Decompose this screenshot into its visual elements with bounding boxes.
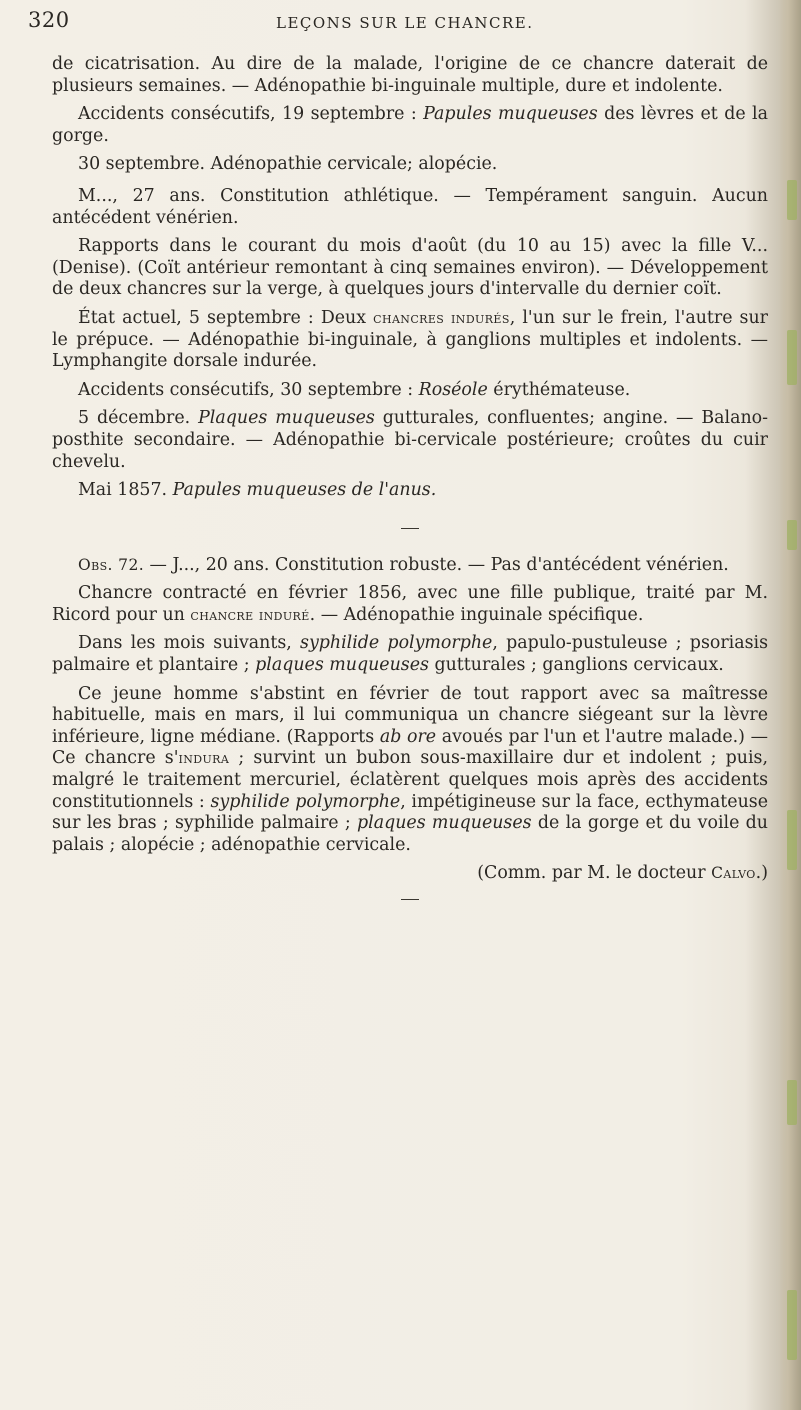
paragraph: Accidents consécutifs, 30 septembre : Roséole érythémateuse. xyxy=(78,379,631,400)
edge-stain xyxy=(787,180,797,220)
paragraph: Accidents consécutifs, 19 septembre : Papules muqueuses des lèvres et de la gorge. xyxy=(52,104,768,146)
paragraph: Ce jeune homme s'abstint en février de tout rapport avec sa maîtresse habituelle, mais en mars, il lui communiqua un chancre siégeant sur la lèvre inférieure, ligne médiane. (Rapports ab ore avoués par l'un et l'autre malade.) — Ce chancre s'indura ; survint un bubon sous-maxillaire dur et indolent ; puis, malgré le traitement mercuriel, éclatèrent quelques mois après des accidents constitutionnels : syphilide polymorphe, impétigineuse sur la face, ecthymateuse sur les bras ; syphilide palmaire ; plaques muqueuses de la gorge et du voile du palais ; alopécie ; adénopathie cervicale. xyxy=(52,683,769,855)
case-credit: (Comm. par M. le docteur Calvo.) xyxy=(477,863,768,884)
edge-stain xyxy=(787,1290,797,1360)
page-body xyxy=(52,54,768,900)
paragraph: État actuel, 5 septembre : Deux chancres indurés, l'un sur le frein, l'autre sur le prépuce. — Adénopathie bi-inguinale, à ganglions multiples et indolents. — Lymphangite dorsale indurée. xyxy=(52,307,768,372)
bottom-separator xyxy=(401,899,419,900)
page-number: 320 xyxy=(28,8,70,32)
paragraph: 5 décembre. Plaques muqueuses gutturales, confluentes; angine. — Balano-posthite secondaire. — Adénopathie bi-cervicale postérieure; croûtes du cuir chevelu. xyxy=(52,408,768,472)
paragraph: Rapports dans le courant du mois d'août (du 10 au 15) avec la fille V... (Denise). (Coït antérieur remontant à cinq semaines environ). — Développement de deux chancres sur la verge, à quelques jours d'intervalle du dernier coït. xyxy=(52,236,768,300)
page-header xyxy=(28,8,748,38)
edge-stain xyxy=(787,1080,797,1125)
paragraph: Chancre contracté en février 1856, avec une fille publique, traité par M. Ricord pour un chancre induré. — Adénopathie inguinale spécifique. xyxy=(52,583,768,625)
page-edge xyxy=(779,0,801,1410)
running-head: LEÇONS SUR LE CHANCRE. xyxy=(276,14,534,32)
edge-stain xyxy=(787,330,797,385)
paragraph: Dans les mois suivants, syphilide polymorphe, papulo-pustuleuse ; psoriasis palmaire et plantaire ; plaques muqueuses gutturales ; ganglions cervicaux. xyxy=(52,633,768,676)
section-separator xyxy=(401,528,419,529)
observation-heading: Obs. 72. — J..., 20 ans. Constitution robuste. — Pas d'antécédent vénérien. xyxy=(78,554,729,575)
paragraph: Mai 1857. Papules muqueuses de l'anus. xyxy=(78,480,437,501)
paragraph: M..., 27 ans. Constitution athlétique. — Tempérament sanguin. Aucun antécédent vénérien. xyxy=(52,185,768,228)
edge-stain xyxy=(787,810,797,870)
paragraph: de cicatrisation. Au dire de la malade, l'origine de ce chancre daterait de plusieurs semaines. — Adénopathie bi-inguinale multiple, dure et indolente. xyxy=(52,54,768,96)
edge-stain xyxy=(787,520,797,550)
paragraph: 30 septembre. Adénopathie cervicale; alopécie. xyxy=(78,154,498,175)
